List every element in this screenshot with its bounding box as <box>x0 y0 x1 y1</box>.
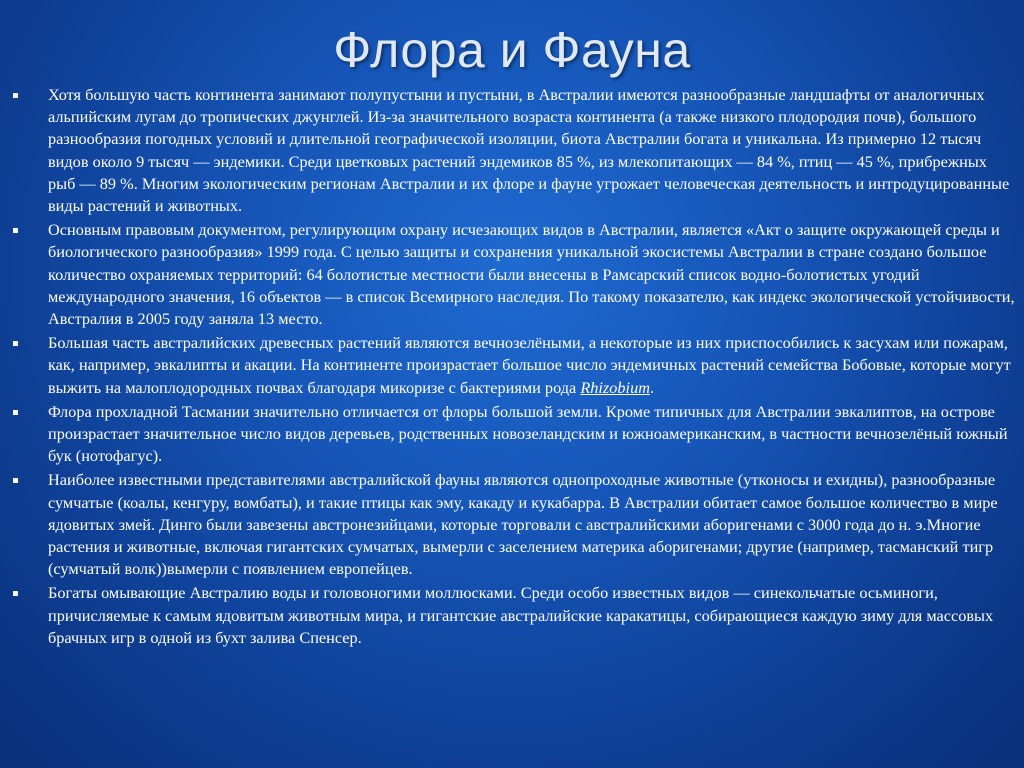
bullet-text-tail: . <box>649 377 655 397</box>
slide-title: Флора и Фауна <box>333 22 691 78</box>
bullet-item <box>0 332 1024 399</box>
square-bullet-icon <box>13 478 18 483</box>
bullet-text: Флора прохладной Тасмании значительно отличается от флоры большой земли. Кроме типичных для Австралии эвкалиптов, на острове произрастает значительное число видов деревьев, родственных новозеландским и южноамериканским, в частности вечнозелёный южный бук (нотофагус). <box>48 401 1008 466</box>
square-bullet-icon <box>13 410 18 415</box>
bullet-list <box>0 84 1024 651</box>
bullet-text: Наиболее известными представителями австралийской фауны являются однопроходные животные (утконосы и ехидны), разнообразные сумчатые (коалы, кенгуру, вомбаты), и такие птицы как эму, какаду и кукабарра. В Австралии обитает самое большое количество в мире ядовитых змей. Динго были завезены австронезийцами, которые торговали с австралийскими аборигенами с 3000 года до н. э.Многие растения и животные, включая гигантских сумчатых, вымерли с заселением материка аборигенами; другие (например, тасманский тигр (сумчатый волк))вымерли с появлением европейцев. <box>48 470 998 579</box>
square-bullet-icon <box>13 93 18 98</box>
bullet-text: Хотя большую часть континента занимают полупустыни и пустыни, в Австралии имеются разнообразные ландшафты от аналогичных альпийским лугам до тропических джунглей. Из-за значительного возраста континента (а также низкого плодородия почв), большого разнообразия погодных условий и длительной географической изоляции, биота Австралии богата и уникальна. Из примерно 12 тысяч видов около 9 тысяч — эндемики. Среди цветковых растений эндемиков 85 %, из млекопитающих — 84 %, птиц — 45 %, прибрежных рыб — 89 %. Многим экологическим регионам Австралии и их флоре и фауне угрожает человеческая деятельность и интродуцированные виды растений и животных. <box>48 85 1010 216</box>
bullet-item <box>0 469 1024 580</box>
bullet-item <box>0 219 1024 330</box>
square-bullet-icon <box>13 341 18 346</box>
bullet-item <box>0 401 1024 468</box>
bullet-text-container <box>48 332 1016 399</box>
square-bullet-icon <box>13 228 18 233</box>
bullet-item <box>0 84 1024 217</box>
rhizobium-link[interactable]: Rhizobium <box>580 377 650 397</box>
square-bullet-icon <box>13 591 18 596</box>
bullet-text: Основным правовым документом, регулирующим охрану исчезающих видов в Австралии, является «Акт о защите окружающей среды и биологического разнообразия» 1999 года. С целью защиты и сохранения уникальной экосистемы Австралии в стране создано большое количество охраняемых территорий: 64 болотистые местности были внесены в Рамсарский список водно-болотистых угодий международного значения, 16 объектов — в список Всемирного наследия. По такому показателю, как индекс экологической устойчивости, Австралия в 2005 году заняла 13 место. <box>48 220 1015 329</box>
bullet-item <box>0 582 1024 649</box>
bullet-text: Большая часть австралийских древесных растений являются вечнозелёными, а некоторые из них приспособились к засухам или пожарам, как, например, эвкалипты и акации. На континенте произрастает большое число эндемичных растений семейства Бобовые, которые могут выжить на малоплодородных почвах благодаря микоризе с бактериями рода <box>48 333 1011 397</box>
bullet-text: Богаты омывающие Австралию воды и головоногими моллюсками. Среди особо известных видов — синекольчатые осьминоги, причисляемые к самым ядовитым животным мира, и гигантские австралийские каракатицы, собирающиеся каждую зиму для массовых брачных игр в одной из бухт залива Спенсер. <box>48 583 994 647</box>
